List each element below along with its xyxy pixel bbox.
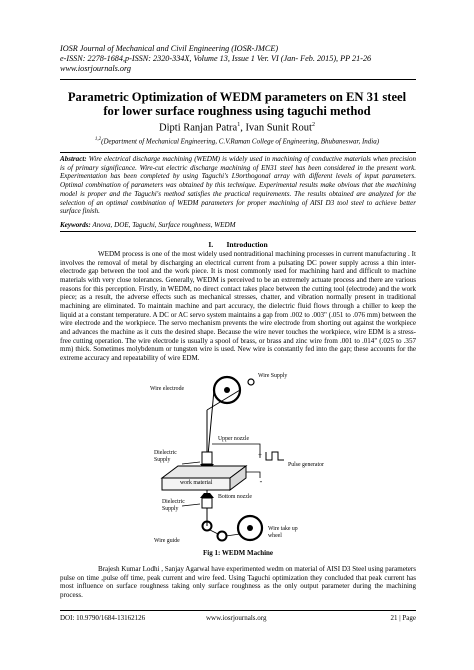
- title-line-2: for lower surface roughness using taguchi method: [103, 104, 371, 118]
- title-line-1: Parametric Optimization of WEDM parameters on EN 31 steel: [67, 90, 407, 104]
- pulse-waveform: [266, 452, 284, 460]
- take-up-wheel-hub: [247, 525, 253, 531]
- wedm-figure: [150, 366, 350, 548]
- pulse-wire-bottom: [246, 472, 260, 478]
- keywords-label: Keywords:: [60, 221, 91, 229]
- bottom-nozzle: [202, 498, 212, 508]
- footer-site: www.iosrjournals.org: [206, 614, 267, 622]
- label-upper-nozzle: Upper nozzle: [218, 436, 250, 442]
- author-1: Dipti Ranjan Patra: [159, 122, 238, 134]
- section-title: Introduction: [226, 240, 268, 249]
- authors: [40, 122, 434, 134]
- abstract-label: Abstract:: [60, 155, 87, 163]
- minus-sign: -: [259, 477, 263, 486]
- wedm-machine-diagram: [150, 366, 350, 548]
- wire-guide-right: [218, 532, 227, 541]
- label-wire-take-up: Wire take up wheel: [268, 526, 298, 539]
- upper-nozzle: [202, 452, 212, 464]
- author-2: , Ivan Sunit Rout: [240, 122, 312, 134]
- affiliation-text: (Department of Mechanical Engineering, C.V.Raman College of Engineering, Bhubaneswar, India): [101, 137, 380, 146]
- journal-header: [60, 44, 420, 74]
- label-dielectric-top: Dielectric Supply: [154, 450, 177, 463]
- section-number: I.: [208, 240, 214, 249]
- label-wire-electrode: Wire electrode: [150, 386, 185, 392]
- label-pulse-generator: Pulse generator: [288, 462, 324, 468]
- header-rule: [60, 79, 416, 80]
- dielectric-pipe-top: [182, 462, 200, 464]
- intro-text-2: Brajesh Kumar Lodhi , Sanjay Agarwal have experimented wedm on material of AISI D3 Steel using parameters pulse on time ,pulse off time, peak current and wire feed. Using Taguchi optimization they concluded that peak current has most influence on surface roughness taking only surface roughness as the only output parameter during the machining process.: [60, 565, 416, 599]
- take-up-wire: [226, 534, 240, 536]
- abstract-rule-top: [60, 152, 416, 153]
- abstract: [60, 155, 416, 216]
- author-1-sup: 1: [237, 122, 241, 128]
- keywords: [60, 221, 416, 229]
- author-2-sup: 2: [311, 122, 315, 128]
- abstract-rule-bottom: [60, 231, 416, 232]
- journal-name: IOSR Journal of Mechanical and Civil Engineering (IOSR-JMCE): [60, 44, 279, 53]
- journal-url: www.iosrjournals.org: [60, 64, 131, 73]
- wire-supply-hub: [224, 387, 230, 393]
- abstract-text: Wire electrical discharge machining (WEDM) is widely used in machining of conductive materials when precision is of primary significance. Wire-cut electric discharge machining of EN31 steel has been considered in the present work. Experimentation has been completed by using Taguchi's L9orthogonal array with different levels of input parameters. Optimal combination of parameters was obtained by this technique. Experimental results make obvious that the machining model is proper and the Taguchi's method satisfies the practical requirements. The results obtained are analyzed for the selection of an optimal combination of WEDM parameters for proper machining of AISI D3 tool steel to achieve better surface finish.: [60, 155, 417, 216]
- label-work-material: work material: [180, 480, 213, 486]
- section-heading: [60, 240, 416, 249]
- label-dielectric-bottom: Dielectric Supply: [162, 499, 185, 512]
- pulse-wire-top: [212, 444, 260, 458]
- label-wire-guide: Wire guide: [154, 538, 180, 544]
- label-wire-supply: Wire Supply: [258, 373, 288, 379]
- intro-paragraph-1: [60, 250, 416, 363]
- plus-sign: +: [258, 451, 262, 459]
- label-bottom-nozzle: Bottom nozzle: [218, 494, 252, 500]
- wire-supply-roller: [248, 379, 254, 385]
- footer-rule: [60, 610, 416, 611]
- wire-guide-link: [210, 530, 218, 534]
- affiliation: [40, 137, 434, 145]
- footer-doi: DOI: 10.9790/1684-13162126: [60, 614, 146, 622]
- paper-title: [40, 90, 434, 118]
- figure-caption: Fig 1: WEDM Machine: [202, 549, 274, 557]
- footer-page: 21 | Page: [390, 614, 416, 622]
- intro-text-1: WEDM process is one of the most widely used nontraditional machining processes in current manufacturing . It involves the removal of metal by discharging an electrical current from a pulsating DC power supply across a thin inter-electrode gap between the tool and the work piece. It is most commonly used for machining hard and difficult to machine materials with very close tolerances. Generally, WEDM is perceived to be an extremely actuate process and there are various reasons for this perception. Firstly, in WEDM, no direct contact takes place between the cutting tool (electrode) and the work piece; as a result, the adverse effects such as mechanical stresses, chatter, and vibration normally present in traditional machining are eliminated. To maintain machine and part accuracy, the dielectric fluid flows through a chiller to keep the liquid at a constant temperature. A DC or AC servo system maintains a gap from .002 to .003" (.051 to .076 mm) between the wire electrode and the workpiece. The servo mechanism prevents the wire electrode from shorting out against the workpiece and advances the machine as it cuts the desired shape. Because the wire never touches the workpiece, wire EDM is a stress-free cutting operation. The wire electrode is usually a spool of brass, or brass and zinc wire from .001 to .014" (.025 to .357 mm) thick. Sometimes molybdenum or tungsten wire is used. New wire is constantly fed into the gap; these accounts for the extreme accuracy and repeatability of wire EDM.: [60, 250, 416, 362]
- bottom-nozzle-tip: [200, 493, 214, 498]
- journal-issn: e-ISSN: 2278-1684,p-ISSN: 2320-334X, Volume 13, Issue 1 Ver. VI (Jan- Feb. 2015), PP 21-26: [60, 54, 372, 63]
- affiliation-sup: 1,2: [94, 137, 102, 142]
- keywords-text: Anova, DOE, Taguchi, Surface roughness, WEDM: [92, 221, 236, 229]
- intro-paragraph-2: [60, 565, 416, 600]
